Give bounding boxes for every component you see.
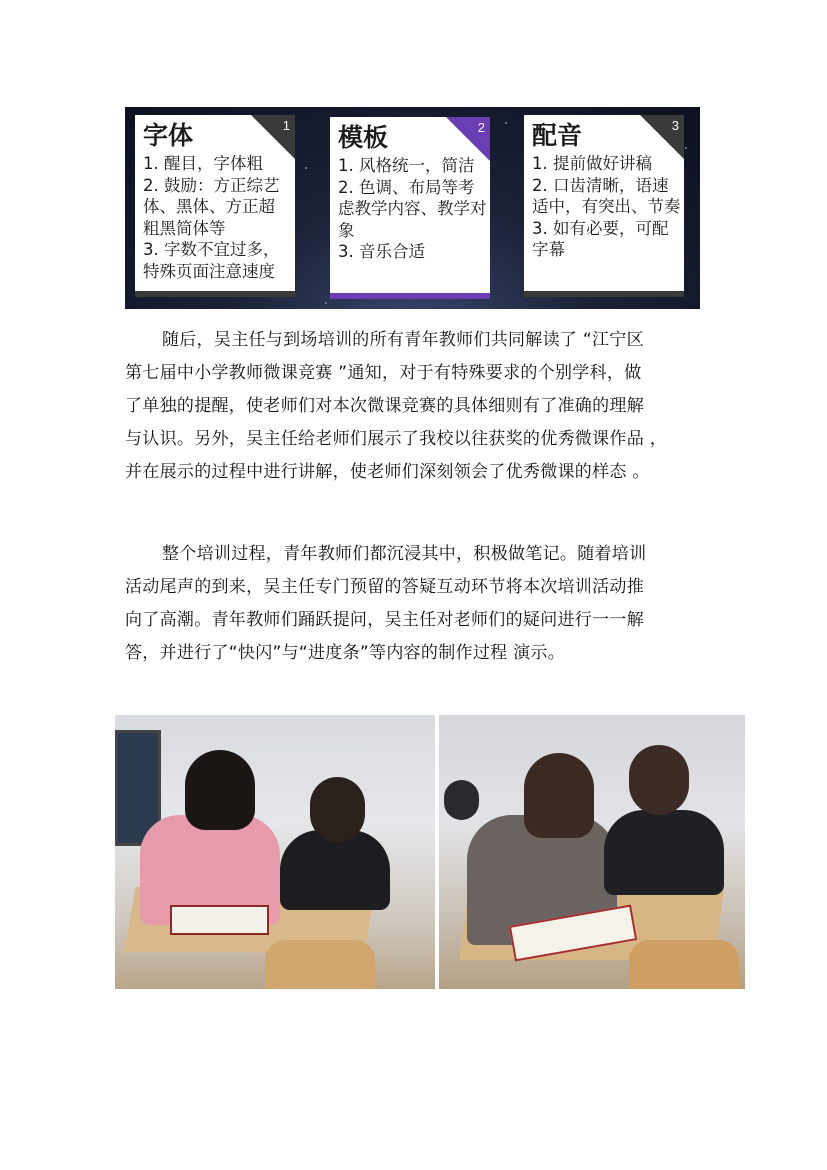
body-paragraph [125, 324, 705, 489]
card-title: 模板 [338, 123, 389, 152]
card-bottom-bar [135, 291, 295, 297]
card-line: 3. 字数不宜过多，特殊页面注意速度 [143, 240, 280, 281]
person-shape [629, 745, 689, 815]
card-line: 2. 口齿清晰，语速适中，有突出、节奏 [532, 175, 681, 216]
paragraph-line: 与认识。另外，吴主任给老师们展示了我校以往获奖的优秀微课作品 ， [125, 429, 668, 449]
slide-card-voiceover [524, 115, 684, 297]
card-line: 2. 色调、布局等考虑教学内容、教学对象 [338, 177, 487, 240]
body-paragraph [125, 538, 705, 670]
card-number: 3 [671, 118, 679, 133]
paragraph-line: 向了高潮。青年教师们踊跃提问，吴主任对老师们的疑问进行一一解 [125, 610, 644, 630]
person-shape [524, 753, 594, 838]
card-bottom-bar [330, 293, 490, 299]
paragraph-line: 随后，吴主任与到场培训的所有青年教师们共同解读了 “江宁区 [162, 330, 644, 350]
card-line: 3. 如有必要，可配字幕 [532, 218, 669, 259]
paragraph-line: 整个培训过程，青年教师们都沉浸其中，积极做笔记。随着培训 [162, 544, 647, 564]
person-shape [444, 780, 479, 820]
paragraph-line: 第七届中小学教师微课竞赛 ”通知，对于有特殊要求的个别学科，做 [125, 363, 642, 383]
card-line: 1. 风格统一，简洁 [338, 156, 475, 175]
notebook-shape [170, 905, 269, 935]
card-title: 字体 [143, 121, 194, 150]
classroom-photo-right [439, 715, 745, 989]
person-shape [310, 777, 365, 842]
card-number: 2 [477, 120, 485, 135]
paragraph-line: 了单独的提醒，使老师们对本次微课竞赛的具体细则有了准确的理解 [125, 396, 644, 416]
slide-card-font [135, 115, 295, 297]
paragraph-line: 并在展示的过程中进行讲解，使老师们深刻领会了优秀微课的样态 。 [125, 462, 650, 482]
person-shape [280, 830, 390, 910]
slide-banner-image [125, 107, 700, 309]
slide-card-template [330, 117, 490, 299]
person-shape [604, 810, 724, 895]
person-shape [185, 750, 255, 830]
paragraph-line: 答，并进行了“快闪”与“进度条”等内容的制作过程 演示。 [125, 643, 566, 663]
card-line: 1. 醒目，字体粗 [143, 154, 263, 173]
card-line: 2. 鼓励：方正综艺体、黑体、方正超粗黑简体等 [143, 175, 280, 238]
classroom-photo-left [115, 715, 435, 989]
card-line: 1. 提前做好讲稿 [532, 154, 652, 173]
card-bottom-bar [524, 291, 684, 297]
card-line: 3. 音乐合适 [338, 242, 425, 261]
card-title: 配音 [532, 121, 583, 150]
chair-shape [265, 940, 375, 989]
paragraph-line: 活动尾声的到来，吴主任专门预留的答疑互动环节将本次培训活动推 [125, 577, 644, 597]
card-number: 1 [282, 118, 290, 133]
chair-shape [629, 940, 739, 989]
